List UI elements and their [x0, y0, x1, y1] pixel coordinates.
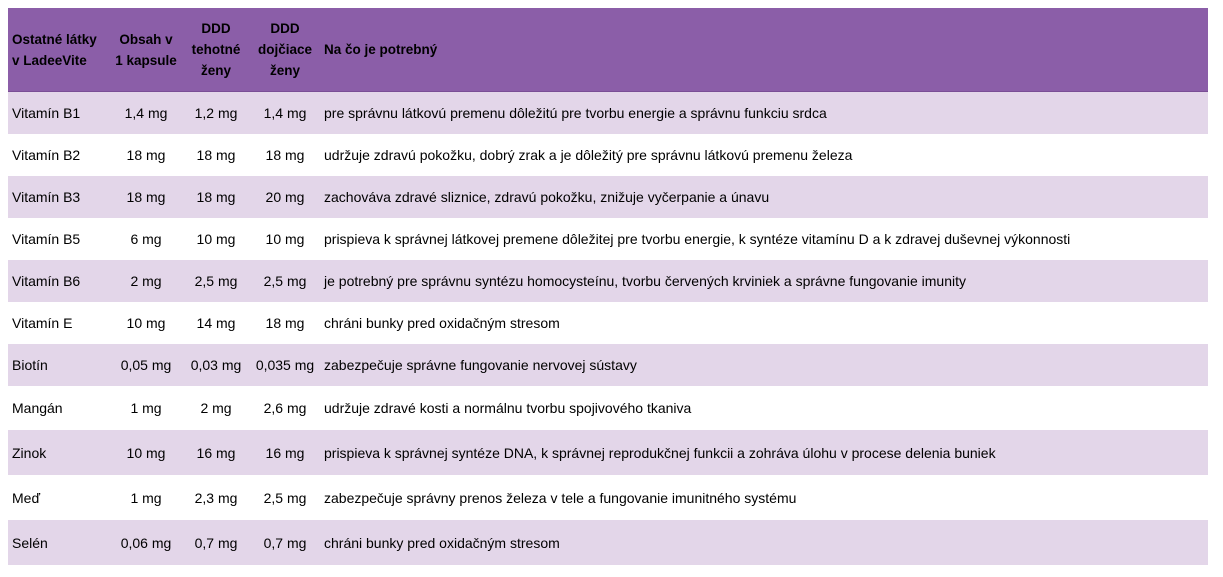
cell-content: 1 mg	[130, 400, 162, 416]
cell-rdi-pregnant: 14 mg	[196, 315, 236, 331]
cell-rdi-pregnant: 0,7 mg	[194, 534, 238, 551]
table-row	[8, 134, 1208, 176]
header-content-per-capsule: Obsah v 1 kapsule	[110, 8, 182, 92]
header-rdi-breastfeeding: DDD dojčiace ženy	[250, 8, 320, 92]
cell-rdi-breastfeeding: 0,035 mg	[255, 357, 315, 373]
cell-rdi-pregnant: 2,3 mg	[194, 489, 238, 506]
cell-content: 2 mg	[130, 273, 162, 289]
cell-rdi-breastfeeding: 18 mg	[265, 147, 305, 163]
table-row	[8, 344, 1208, 386]
cell-substance: Mangán	[12, 400, 63, 416]
nutrient-table-container	[8, 8, 1208, 565]
cell-rdi-breastfeeding: 0,7 mg	[263, 534, 307, 551]
cell-content: 18 mg	[126, 147, 166, 163]
cell-rdi-breastfeeding: 2,5 mg	[263, 489, 307, 506]
cell-content: 18 mg	[126, 189, 166, 205]
cell-rdi-breastfeeding: 2,6 mg	[263, 400, 307, 416]
cell-content: 0,05 mg	[120, 357, 172, 373]
table-row	[8, 302, 1208, 344]
cell-purpose: zabezpečuje správny prenos železa v tele a fungovanie imunitného systému	[324, 489, 797, 506]
table-header	[8, 8, 1208, 92]
cell-purpose: zachováva zdravé sliznice, zdravú pokožku, znižuje vyčerpanie a únavu	[324, 189, 770, 205]
cell-substance: Selén	[12, 534, 48, 551]
table-body	[8, 92, 1208, 566]
table-row	[8, 176, 1208, 218]
header-substance: Ostatné látky v LadeeVite	[8, 8, 110, 92]
cell-purpose: udržuje zdravú pokožku, dobrý zrak a je dôležitý pre správnu látkovú premenu železa	[324, 147, 853, 163]
cell-rdi-pregnant: 10 mg	[196, 231, 236, 247]
cell-purpose: chráni bunky pred oxidačným stresom	[324, 534, 560, 551]
cell-rdi-pregnant: 0,03 mg	[190, 357, 242, 373]
cell-rdi-breastfeeding: 20 mg	[265, 189, 305, 205]
cell-purpose: je potrebný pre správnu syntézu homocysteínu, tvorbu červených krviniek a správne fungovanie imunity	[324, 273, 967, 289]
cell-rdi-breastfeeding: 16 mg	[265, 444, 305, 461]
cell-content: 10 mg	[126, 444, 166, 461]
cell-substance: Meď	[12, 489, 41, 506]
cell-rdi-pregnant: 2 mg	[200, 400, 232, 416]
cell-substance: Vitamín B6	[12, 273, 81, 289]
cell-substance: Biotín	[12, 357, 48, 373]
table-row	[8, 475, 1208, 520]
cell-substance: Zinok	[12, 444, 47, 461]
cell-purpose: prispieva k správnej syntéze DNA, k správnej reprodukčnej funkcii a zohráva úlohu v procese delenia buniek	[324, 444, 996, 461]
nutrient-table	[8, 8, 1208, 565]
cell-content: 10 mg	[126, 315, 166, 331]
cell-content: 6 mg	[130, 231, 162, 247]
header-purpose: Na čo je potrebný	[320, 8, 1208, 92]
cell-content: 0,06 mg	[120, 534, 172, 551]
cell-rdi-pregnant: 16 mg	[196, 444, 236, 461]
cell-rdi-pregnant: 18 mg	[196, 189, 236, 205]
header-row	[8, 8, 1208, 92]
cell-rdi-breastfeeding: 18 mg	[265, 315, 305, 331]
cell-rdi-breastfeeding: 1,4 mg	[263, 105, 307, 121]
table-row	[8, 260, 1208, 302]
table-row	[8, 218, 1208, 260]
table-row	[8, 386, 1208, 430]
table-row	[8, 92, 1208, 135]
cell-substance: Vitamín B3	[12, 189, 81, 205]
cell-content: 1,4 mg	[124, 105, 168, 121]
table-row	[8, 520, 1208, 565]
cell-rdi-pregnant: 2,5 mg	[194, 273, 238, 289]
cell-purpose: zabezpečuje správne fungovanie nervovej sústavy	[324, 357, 637, 373]
cell-substance: Vitamín E	[12, 315, 73, 331]
cell-purpose: prispieva k správnej látkovej premene dôležitej pre tvorbu energie, k syntéze vitamínu D a k zdravej duševnej výkonnosti	[324, 231, 1071, 247]
cell-rdi-pregnant: 18 mg	[196, 147, 236, 163]
cell-purpose: chráni bunky pred oxidačným stresom	[324, 315, 560, 331]
cell-content: 1 mg	[130, 489, 162, 506]
cell-substance: Vitamín B5	[12, 231, 81, 247]
cell-rdi-breastfeeding: 10 mg	[265, 231, 305, 247]
cell-purpose: udržuje zdravé kosti a normálnu tvorbu spojivového tkaniva	[324, 400, 692, 416]
header-rdi-pregnant: DDD tehotné ženy	[182, 8, 250, 92]
cell-substance: Vitamín B2	[12, 147, 81, 163]
cell-substance: Vitamín B1	[12, 105, 81, 121]
cell-purpose: pre správnu látkovú premenu dôležitú pre tvorbu energie a správnu funkciu srdca	[324, 105, 827, 121]
cell-rdi-breastfeeding: 2,5 mg	[263, 273, 307, 289]
table-row	[8, 430, 1208, 475]
cell-rdi-pregnant: 1,2 mg	[194, 105, 238, 121]
